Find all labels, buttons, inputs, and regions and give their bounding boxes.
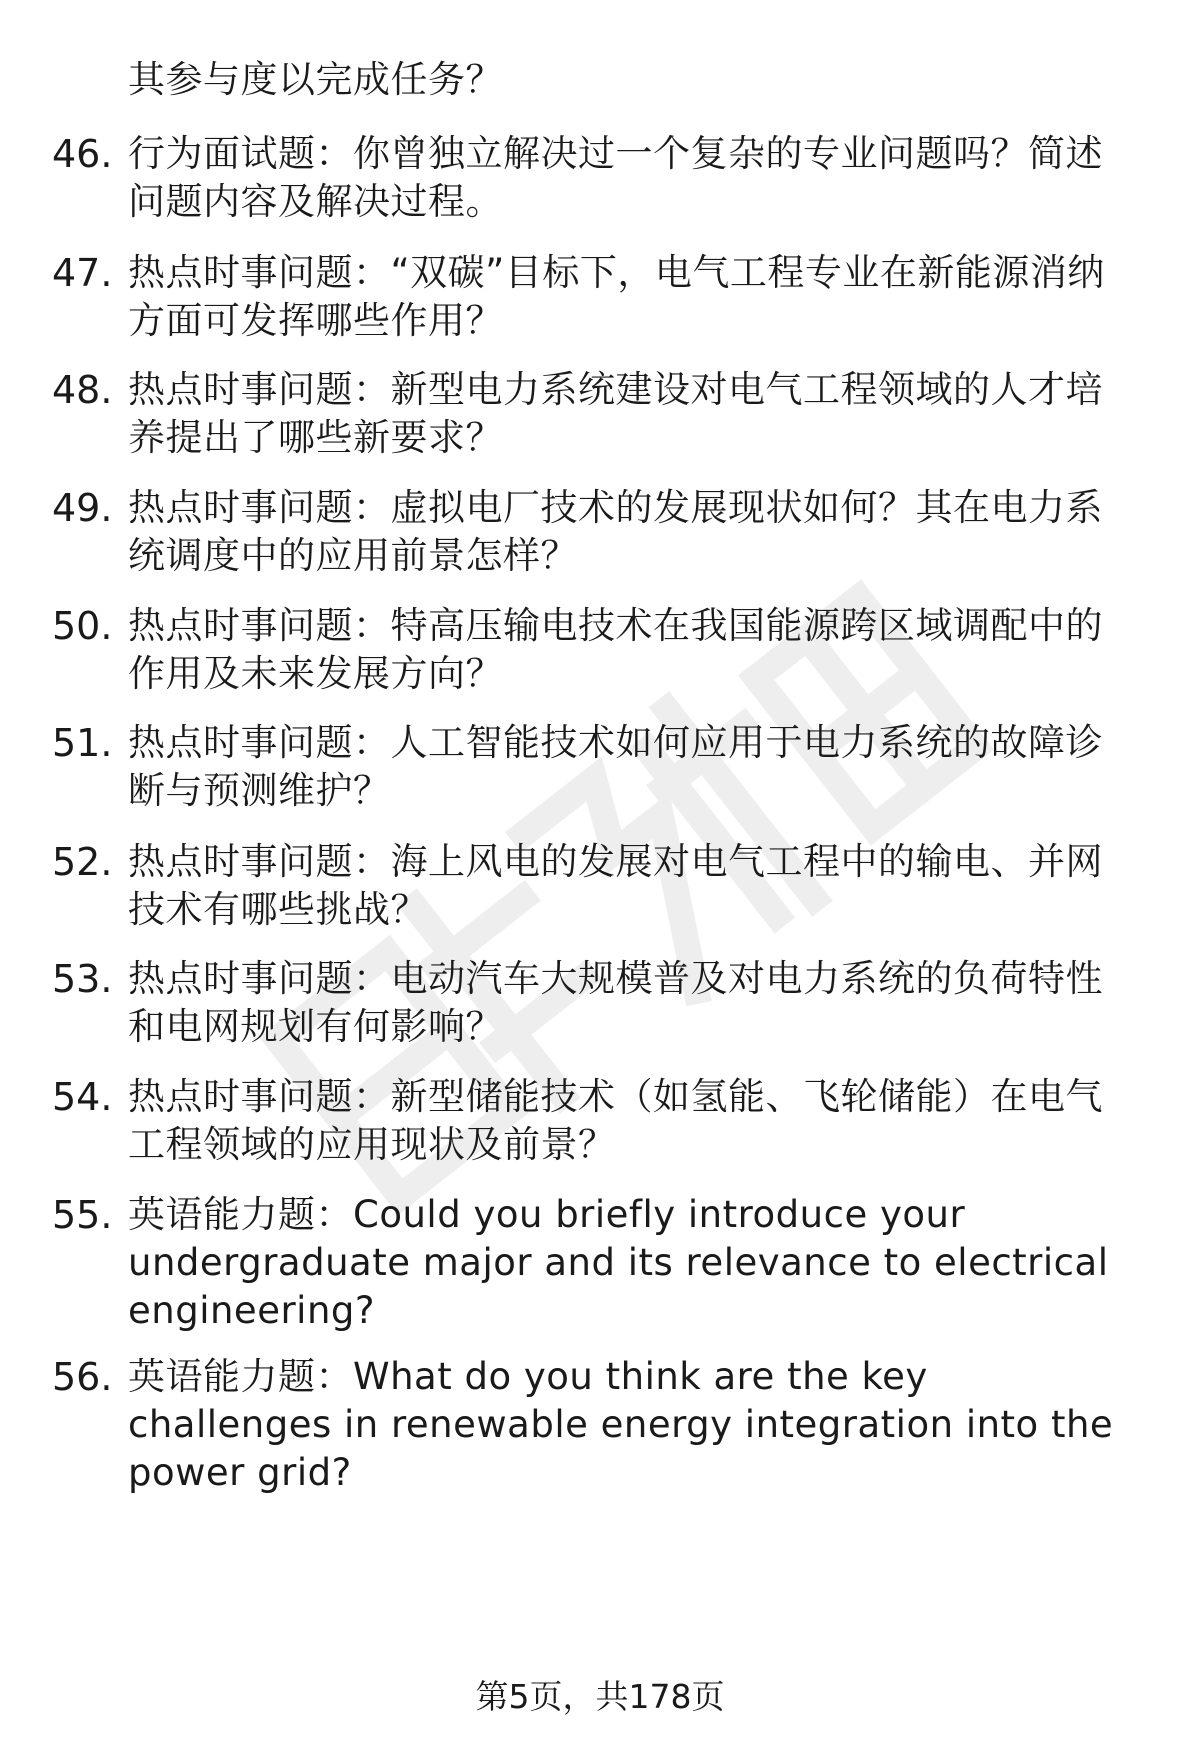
question-text: 英语能力题：Could you briefly introduce your undergraduate major and its relevance to electrical engineering? bbox=[128, 1193, 1109, 1332]
question-number: 47. bbox=[52, 251, 113, 295]
question-text: 热点时事问题：虚拟电厂技术的发展现状如何？其在电力系统调度中的应用前景怎样？ bbox=[128, 486, 1103, 577]
question-text: 热点时事问题：电动汽车大规模普及对电力系统的负荷特性和电网规划有何影响？ bbox=[128, 957, 1103, 1048]
question-text: 行为面试题：你曾独立解决过一个复杂的专业问题吗？简述问题内容及解决过程。 bbox=[128, 132, 1103, 223]
question-number: 49. bbox=[52, 486, 113, 530]
question-text: 热点时事问题：“双碳”目标下，电气工程专业在新能源消纳方面可发挥哪些作用？ bbox=[128, 251, 1105, 342]
question-number: 53. bbox=[52, 957, 113, 1001]
question-text: 热点时事问题：特高压输电技术在我国能源跨区域调配中的作用及未来发展方向？ bbox=[128, 604, 1103, 695]
question-text: 热点时事问题：海上风电的发展对电气工程中的输电、并网技术有哪些挑战？ bbox=[128, 840, 1103, 931]
question-number: 46. bbox=[52, 132, 113, 176]
page-footer: 第5页，共178页 bbox=[475, 1677, 725, 1716]
question-number: 55. bbox=[52, 1193, 113, 1237]
question-number: 50. bbox=[52, 604, 113, 648]
question-text: 英语能力题：What do you think are the key challenges in renewable energy integration into the power grid? bbox=[128, 1355, 1114, 1494]
question-text: 热点时事问题：新型电力系统建设对电气工程领域的人才培养提出了哪些新要求？ bbox=[128, 368, 1103, 459]
question-number: 52. bbox=[52, 840, 113, 884]
question-number: 51. bbox=[52, 721, 113, 765]
question-number: 56. bbox=[52, 1355, 113, 1399]
question-text: 热点时事问题：人工智能技术如何应用于电力系统的故障诊断与预测维护？ bbox=[128, 721, 1103, 812]
question-text: 其参与度以完成任务？ bbox=[128, 58, 503, 101]
question-number: 54. bbox=[52, 1075, 113, 1119]
question-number: 48. bbox=[52, 368, 113, 412]
question-text: 热点时事问题：新型储能技术（如氢能、飞轮储能）在电气工程领域的应用现状及前景？ bbox=[128, 1075, 1103, 1166]
